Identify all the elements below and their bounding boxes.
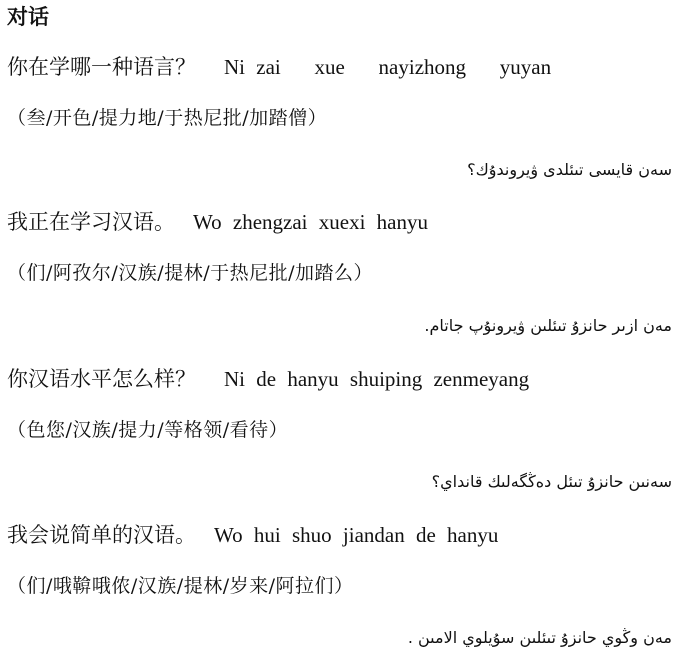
dialogue-1-gloss: （叁/开色/提力地/于热尼批/加踏僧）	[7, 107, 328, 129]
dialogue-1-line	[7, 53, 551, 81]
dialogue-2-line	[7, 208, 428, 236]
dialogue-1-uyghur: سەن قايسى تىئلدى ۋيروندۇك؟	[467, 160, 672, 179]
dialogue-3-gloss: （色您/汉族/提力/等格领/看待）	[7, 419, 289, 441]
dialogue-3-pinyin: Ni de hanyu shuiping zenmeyang	[224, 367, 530, 391]
dialogue-2-pinyin: Wo zhengzai xuexi hanyu	[193, 210, 428, 234]
dialogue-2-gloss: （们/阿孜尔/汉族/提林/于热尼批/加踏么）	[7, 262, 374, 284]
dialogue-1-pinyin: Ni zai xue nayizhong yuyan	[224, 55, 552, 79]
dialogue-4-pinyin: Wo hui shuo jiandan de hanyu	[214, 523, 499, 547]
page-title: 对话	[7, 5, 49, 29]
dialogue-4-uyghur: مەن وڭوي حانزۇ تىئلىن سۇيلوي الامىن .	[407, 628, 672, 647]
dialogue-4-gloss: （们/哦鞥哦侬/汉族/提林/岁来/阿拉们）	[7, 575, 354, 597]
dialogue-3-uyghur: سەنىن حانزۇ تىئل دەڭگەلىك قانداي؟	[431, 472, 672, 491]
dialogue-1-chinese: 你在学哪一种语言？	[7, 55, 196, 79]
dialogue-4-line	[7, 521, 498, 549]
dialogue-2-uyghur: مەن ازىر حانزۇ تىئلىن ۋيرونۇپ جاتام.	[424, 316, 672, 335]
dialogue-3-chinese: 你汉语水平怎么样？	[7, 367, 196, 391]
dialogue-3-line	[7, 365, 529, 393]
dialogue-2-chinese: 我正在学习汉语。	[7, 210, 175, 234]
dialogue-4-chinese: 我会说简单的汉语。	[7, 523, 196, 547]
